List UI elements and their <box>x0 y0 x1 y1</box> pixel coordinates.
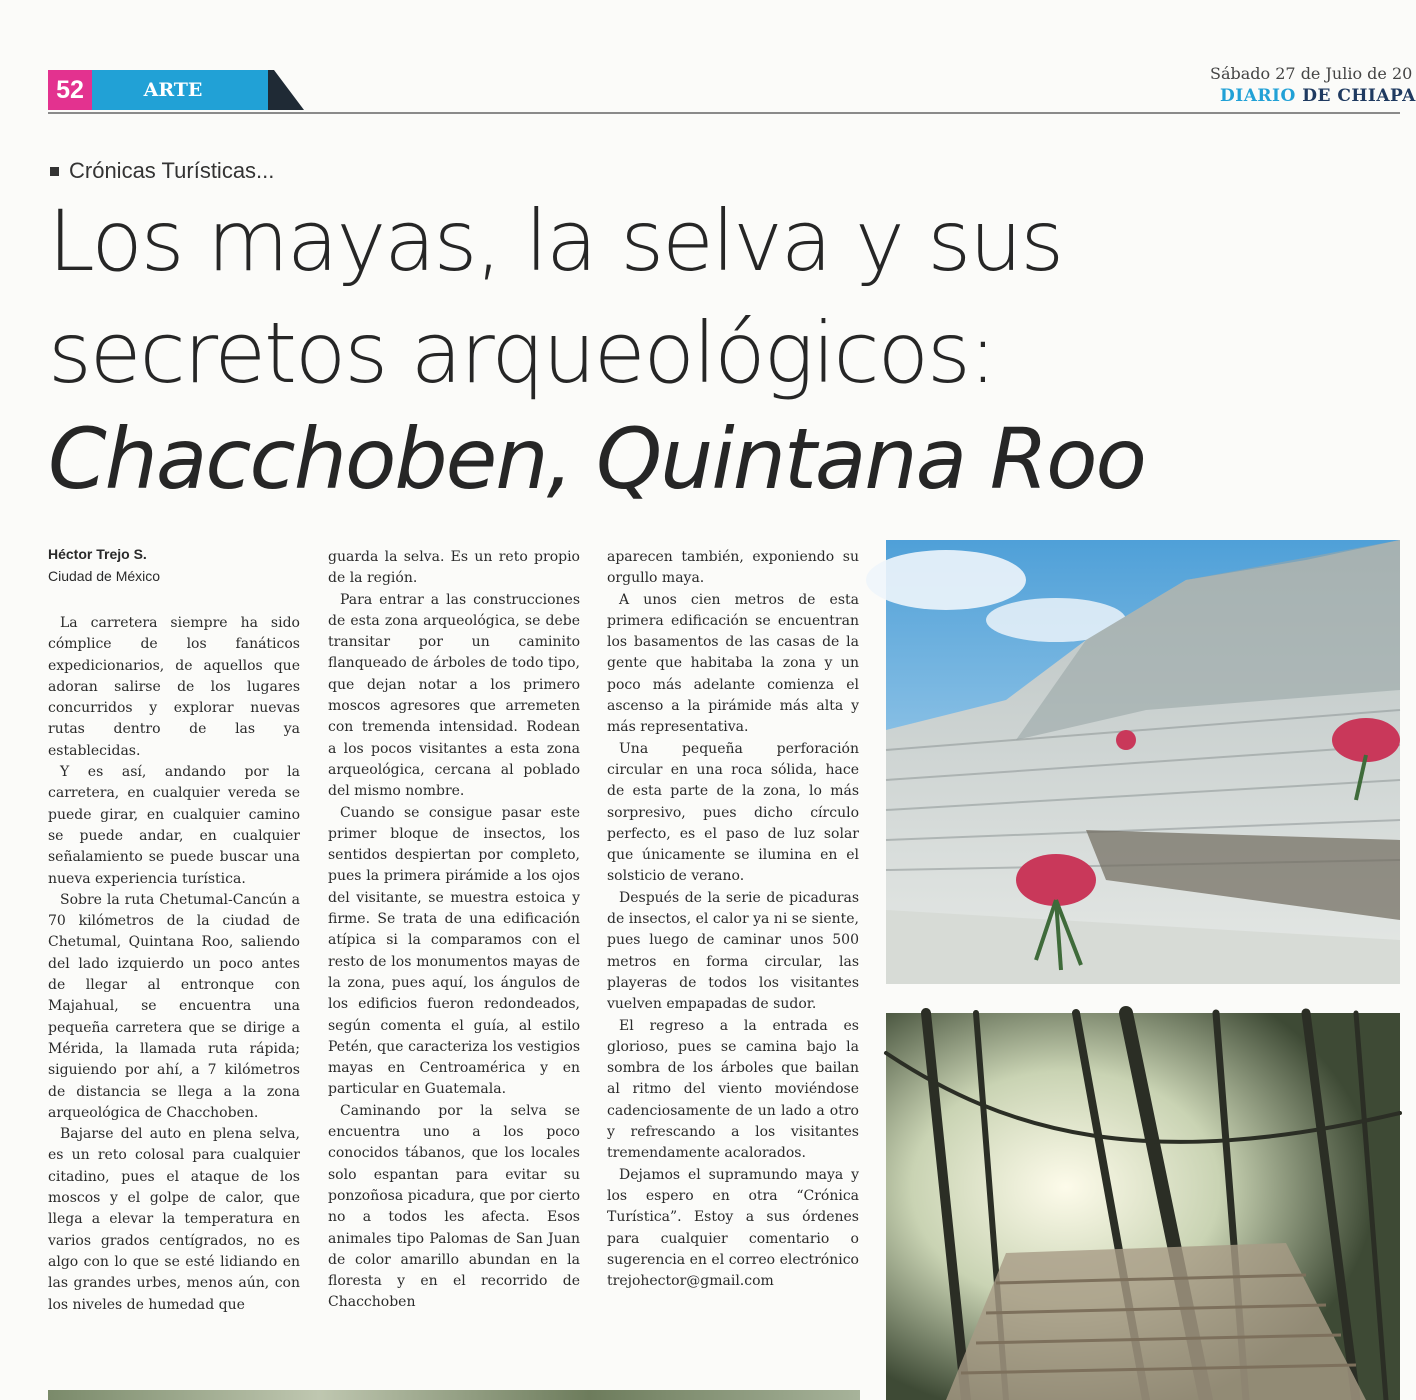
page-number: 52 <box>48 70 92 110</box>
issue-date: Sábado 27 de Julio de 20 <box>1210 64 1413 83</box>
bullet-icon <box>50 167 59 176</box>
newspaper-name-part1: DIARIO <box>1220 86 1296 106</box>
paragraph: Bajarse del auto en plena selva, es un reto colosal para cualquier citadino, pues el ataque de los moscos y el golpe de calor, que llega a elevar la temperatura en varios grados centígrados, no es algo con lo que se esté lidiando en las grandes urbes, menos aún, con los niveles de humedad que <box>48 1126 300 1313</box>
kicker <box>50 158 274 184</box>
headline-line-1: Los mayas, la selva y sus <box>48 192 1063 290</box>
paragraph: Una pequeña perforación circular en una roca sólida, hace de esta parte de la zona, lo más sorpresivo, pues dicho círculo perfecto, es el paso de luz solar que únicamente se ilumina en el solsticio de verano. <box>607 740 859 885</box>
newspaper-name-part2: DE CHIAPA <box>1295 86 1416 106</box>
paragraph: Después de la serie de picaduras de insectos, el calor ya ni se siente, pues luego de caminar unos 500 metros en forma circular, las playeras de todos los visitantes vuelven empapadas de sudor. <box>607 889 859 1013</box>
paragraph: Dejamos el supramundo maya y los espero en otra “Crónica Turística”. Estoy a sus órdenes para cualquier comentario o sugerencia en el correo electrónico trejohector@gmail.com <box>607 1166 859 1290</box>
paragraph: Caminando por la selva se encuentra uno a los poco conocidos tábanos, que los locales solo espantan para evitar su ponzoñosa picadura, que por cierto no a todos les afecta. Esos animales tipo Palomas de San Juan de color amarillo abundan en la floresta y en el recorrido de Chacchoben <box>328 1102 580 1311</box>
section-label: ARTE <box>92 70 274 110</box>
paragraph: Y es así, andando por la carretera, en cualquier vereda se puede girar, en cualquier camino se puede andar, en cualquier señalamiento se puede buscar una nueva experiencia turística. <box>48 764 300 887</box>
article-column-1 <box>48 613 300 1316</box>
paragraph: aparecen también, exponiendo su orgullo maya. <box>607 549 859 587</box>
section-tab-corner <box>268 70 304 110</box>
forest-photo <box>886 1013 1400 1400</box>
kicker-text: Crónicas Turísticas... <box>69 158 275 183</box>
paragraph: El regreso a la entrada es glorioso, pues se camina bajo la sombra de los árboles que bailan al ritmo del viento moviéndose cadenciosamente de un lado a otro y refrescando a los visitantes tremendamente acalorados. <box>607 1017 859 1162</box>
paragraph: Cuando se consigue pasar este primer bloque de insectos, los sentidos despiertan por completo, pues la primera pirámide a los ojos del visitante, se muestra estoica y firme. Se trata de una edificación atípica si la comparamos con el resto de los monumentos mayas de la zona, pues aquí, los ángulos de los edificios fueron redondeados, según comenta el guía, al estilo Petén, que caracteriza los vestigios mayas en Centroamérica y en particular en Guatemala. <box>328 804 580 1098</box>
bottom-photo-strip <box>48 1390 860 1400</box>
paragraph: Para entrar a las construcciones de esta zona arqueológica, se debe transitar por un caminito flanqueado de árboles de todo tipo, que dejan notar a los primero moscos agresores que arremeten con tremenda intensidad. Rodean a los pocos visitantes a esta zona arqueológica, cercana al poblado del mismo nombre. <box>328 591 580 800</box>
headline-line-3: Chacchoben, Quintana Roo <box>48 410 1145 508</box>
article-column-3 <box>607 547 859 1292</box>
header-rule <box>48 112 1400 114</box>
newspaper-name <box>1220 86 1416 106</box>
paragraph: guarda la selva. Es un reto propio de la región. <box>328 549 580 587</box>
paragraph: Sobre la ruta Chetumal-Cancún a 70 kilómetros de la ciudad de Chetumal, Quintana Roo, saliendo del lado izquierdo un poco antes de llegar al entronque con Majahual, se encuentra una pequeña carretera que se dirige a Mérida, la llamada ruta rápida; siguiendo por ahí, a 7 kilómetros de distancia se llega a la zona arqueológica de Chacchoben. <box>48 891 300 1121</box>
headline-line-2: secretos arqueológicos: <box>48 304 996 402</box>
article-column-2 <box>328 547 580 1314</box>
author-name: Héctor Trejo S. <box>48 546 147 562</box>
author-location: Ciudad de México <box>48 568 161 584</box>
paragraph: A unos cien metros de esta primera edificación se encuentran los basamentos de las casas de la gente que habitaba la zona y un poco más adelante comienza el ascenso a la pirámide más alta y más representativa. <box>607 591 859 736</box>
paragraph: La carretera siempre ha sido cómplice de los fanáticos expedicionarios, de aquellos que adoran salirse de los lugares concurridos y explorar nuevas rutas dentro de las ya establecidas. <box>48 615 300 759</box>
pyramid-photo <box>886 540 1400 984</box>
